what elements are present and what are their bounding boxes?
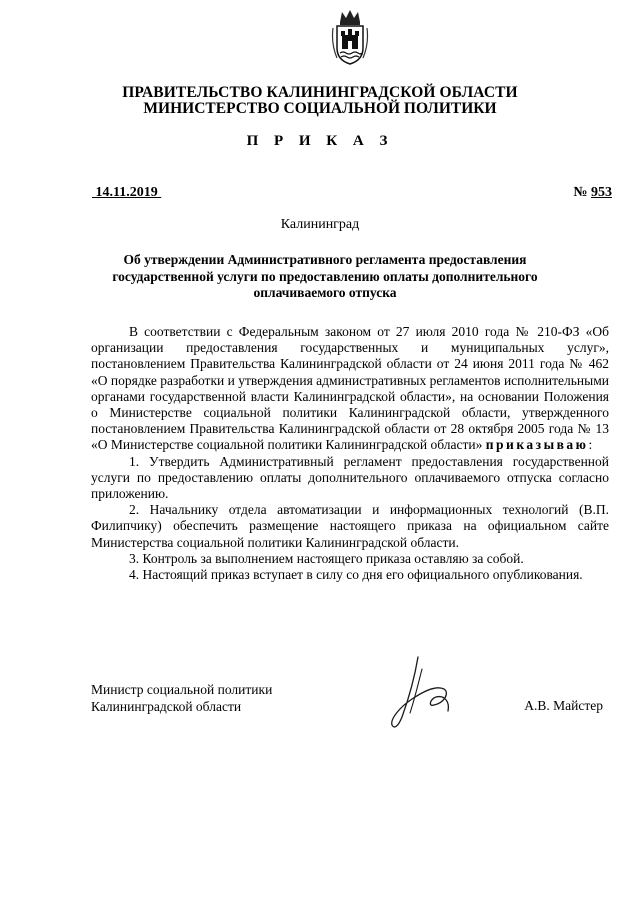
orders-suffix: :: [588, 437, 593, 453]
preamble-paragraph: [91, 324, 609, 454]
document-date: 14.11.2019: [92, 185, 162, 200]
preamble-text: В соответствии с Федеральным законом от 27 июля 2010 года № 210-ФЗ «Об организации предоставления государственных и муниципальных услуг», постановлением Правительства Калининградской области от 24 июня 2011 года № 462 «О порядке разработки и утверждения административных регламентов исполнительными органами государственной власти Калининградской области», на основании Положения о Министерстве социальной политики Калининградской области, утвержденного постановлением Правительства Калининградской области от 28 октября 2005 года № 13 «О Министерстве социальной политики Калининградской области»: [91, 324, 609, 453]
coat-of-arms-icon: [331, 8, 369, 66]
city-name: Калининград: [280, 217, 360, 232]
header-ministry: МИНИСТЕРСТВО СОЦИАЛЬНОЙ ПОЛИТИКИ: [143, 100, 497, 117]
order-item-3: 3. Контроль за выполнением настоящего приказа оставляю за собой.: [129, 550, 524, 566]
document-number-value: 953: [591, 185, 612, 200]
orders-word: приказываю: [485, 437, 589, 453]
handwritten-signature-icon: [388, 655, 458, 730]
document-number: [573, 185, 612, 201]
signatory-name: А.В. Майстер: [524, 698, 603, 713]
document-subject: Об утверждении Административного регламента предоставления государственной услуги по предоставлению оплаты дополнительного оплачиваемого отпуска: [112, 252, 538, 300]
document-number-prefix: №: [573, 185, 591, 200]
document-type-title: П Р И К А З: [246, 133, 394, 149]
header-government: ПРАВИТЕЛЬСТВО КАЛИНИНГРАДСКОЙ ОБЛАСТИ: [122, 84, 518, 101]
signatory-title-line2: Калининградской области: [91, 698, 242, 714]
document-body: [91, 324, 609, 583]
signatory-title: [91, 682, 272, 715]
order-item-1: 1. Утвердить Административный регламент предоставления государственной услуги по предоставлению оплаты дополнительного оплачиваемого отпуска согласно приложению.: [91, 453, 609, 502]
order-item-4: 4. Настоящий приказ вступает в силу со дня его официального опубликования.: [129, 567, 583, 583]
order-item-2: 2. Начальнику отдела автоматизации и информационных технологий (В.П. Филипчику) обеспечить размещение настоящего приказа на официальном сайте Министерства социальной политики Калининградской области.: [91, 502, 609, 550]
signatory-title-line1: Министр социальной политики: [91, 682, 273, 697]
